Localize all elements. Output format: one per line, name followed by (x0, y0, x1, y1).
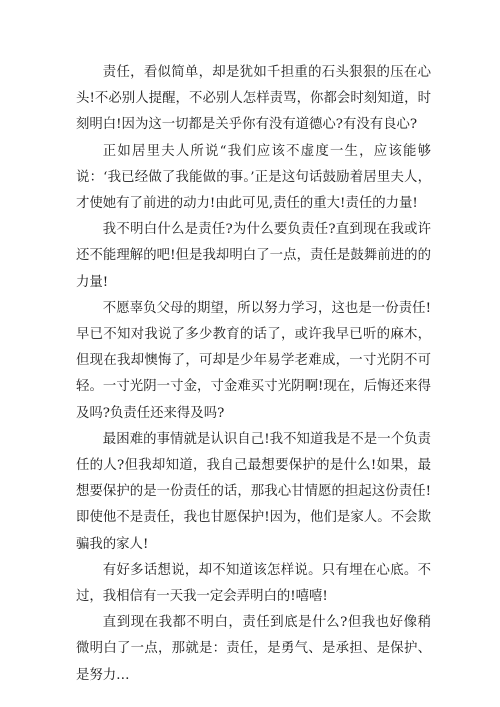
paragraph-7: 直到现在我都不明白，责任到底是什么?但我也好像稍微明白了一点，那就是：责任，是勇气、是承担、是保护、是努力… (76, 615, 431, 683)
paragraph-1: 责任，看似简单，却是犹如千担重的石头狠狠的压在心头!不必别人提醒，不必别人怎样责骂，你都会时刻知道，时刻明白!因为这一切都是关乎你有没有道德心?有没有良心? (76, 65, 431, 133)
document-body (76, 60, 431, 689)
paragraph-4: 不愿辜负父母的期望，所以努力学习，这也是一份责任!早已不知对我说了多少教育的话了，或许我早已听的麻木，但现在我却懊悔了，可却是少年易学老难成，一寸光阴不可轻。一寸光阴一寸金，寸金难买寸光阴啊!现在，后悔还来得及吗?负责任还来得及吗? (76, 300, 431, 421)
paragraph-3: 我不明白什么是责任?为什么要负责任?直到现在我或许还不能理解的吧!但是我却明白了一点，责任是鼓舞前进的的力量! (76, 222, 431, 290)
paragraph-2: 正如居里夫人所说“我们应该不虚度一生，应该能够说：‘我已经做了我能做的事。’正是这句话鼓励着居里夫人，才使她有了前进的动力!由此可见,责任的重大!责任的力量! (76, 143, 431, 212)
paragraph-5: 最困难的事情就是认识自己!我不知道我是不是一个负责任的人?但我却知道，我自己最想要保护的是什么!如果，最想要保护的是一份责任的话，那我心甘情愿的担起这份责任!即使他不是责任，我也甘愿保护!因为，他们是家人。不会欺骗我的家人! (76, 431, 431, 552)
paragraph-6: 有好多话想说，却不知道该怎样说。只有埋在心底。不过，我相信有一天我一定会弄明白的!嘻嘻! (76, 562, 431, 605)
